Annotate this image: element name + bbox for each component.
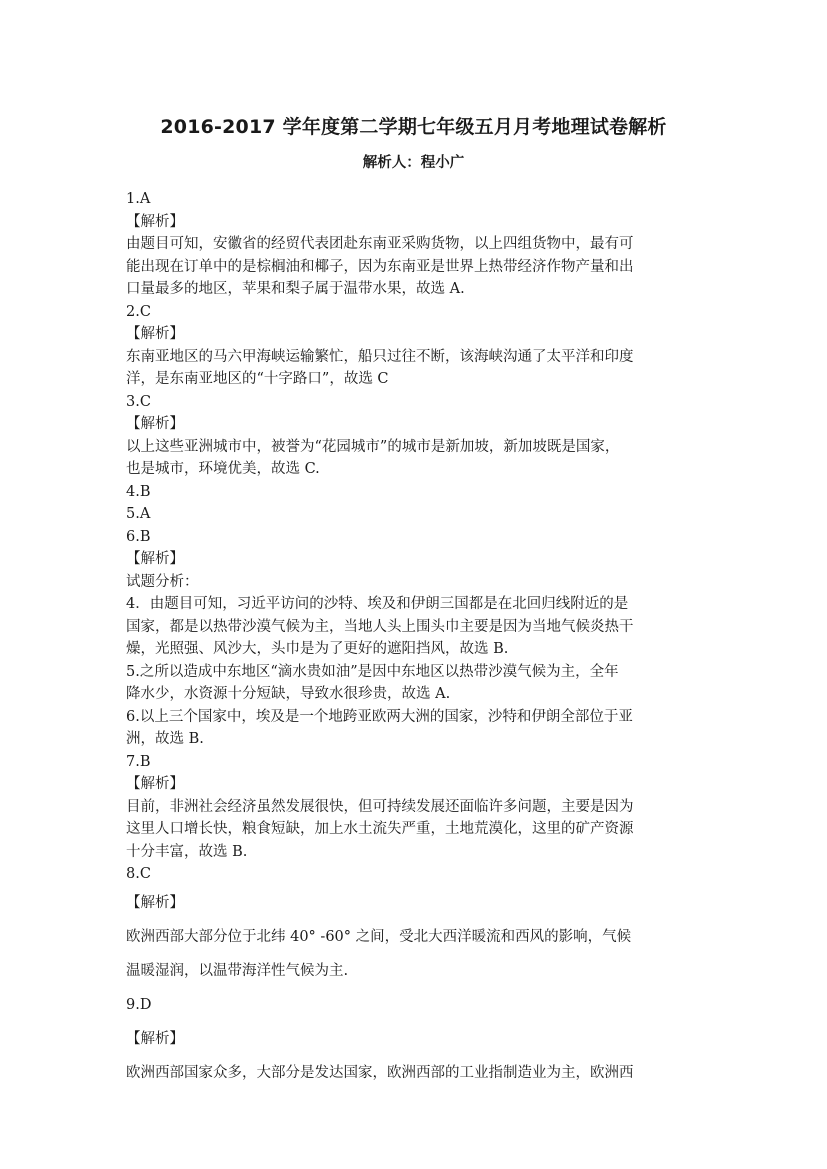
text-line: 4.B [126, 483, 151, 500]
text-line: 国家，都是以热带沙漠气候为主，当地人头上围头巾主要是因为当地气候炎热干 [126, 618, 634, 635]
text-line: 这里人口增长快，粮食短缺，加上水土流失严重，土地荒漠化，这里的矿产资源 [126, 821, 634, 837]
text-line: 5.之所以造成中东地区“滴水贵如油”是因中东地区以热带沙漠气候为主，全年 [126, 663, 619, 680]
document-author: 解析人：程小广 [362, 155, 465, 171]
text-line: 【解析】 [126, 326, 184, 342]
text-line: 9.D [126, 996, 152, 1013]
text-line: 【解析】 [126, 551, 184, 567]
text-line: 温暖湿润，以温带海洋性气候为主. [126, 962, 349, 979]
text-line: 目前，非洲社会经济虽然发展很快，但可持续发展还面临许多问题，主要是因为 [126, 798, 634, 815]
text-line: 洲，故选 B. [126, 731, 204, 747]
text-line: 【解析】 [126, 776, 184, 792]
text-line: 欧洲西部国家众多，大部分是发达国家，欧洲西部的工业指制造业为主，欧洲西 [126, 1064, 634, 1081]
text-line: 【解析】 [126, 416, 184, 432]
text-line: 4．由题目可知，习近平访问的沙特、埃及和伊朗三国都是在北回归线附近的是 [126, 596, 629, 612]
text-line: 欧洲西部大部分位于北纬 40° -60° 之间，受北大西洋暖流和西风的影响，气候 [126, 928, 632, 945]
text-line: 由题目可知，安徽省的经贸代表团赴东南亚采购货物，以上四组货物中，最有可 [126, 236, 634, 252]
text-line: 十分丰富，故选 B. [126, 843, 248, 860]
text-line: 试题分析： [126, 573, 199, 590]
text-line: 【解析】 [126, 894, 184, 911]
text-line: 降水少，水资源十分短缺，导致水很珍贵，故选 A. [126, 686, 451, 702]
text-line: 燥，光照强、风沙大，头巾是为了更好的遮阳挡风，故选 B. [126, 641, 509, 657]
text-line: 5.A [126, 506, 151, 522]
text-line: 以上这些亚洲城市中，被誉为“花园城市”的城市是新加坡，新加坡既是国家， [126, 438, 620, 455]
text-line: 口量最多的地区，苹果和梨子属于温带水果，故选 A. [126, 281, 465, 297]
text-line: 1.A [126, 191, 151, 207]
document-body [126, 188, 706, 1090]
text-line: 东南亚地区的马六甲海峡运输繁忙，船只过往不断，该海峡沟通了太平洋和印度 [126, 348, 634, 365]
text-line: 【解析】 [126, 213, 184, 230]
text-line: 3.C [126, 393, 151, 410]
text-line: 8.C [126, 866, 151, 882]
text-line: 7.B [126, 753, 151, 770]
text-line: 洋，是东南亚地区的“十字路口”，故选 C [126, 371, 389, 387]
text-line: 也是城市，环境优美，故选 C. [126, 461, 320, 477]
document-title: 2016-2017 学年度第二学期七年级五月月考地理试卷解析 [160, 116, 667, 138]
text-line: 2.C [126, 303, 151, 320]
text-line: 6.B [126, 528, 151, 545]
text-line: 6.以上三个国家中，埃及是一个地跨亚欧两大洲的国家，沙特和伊朗全部位于亚 [126, 708, 633, 725]
text-line: 能出现在订单中的是棕榈油和椰子，因为东南亚是世界上热带经济作物产量和出 [126, 258, 634, 275]
text-line: 【解析】 [126, 1030, 184, 1047]
